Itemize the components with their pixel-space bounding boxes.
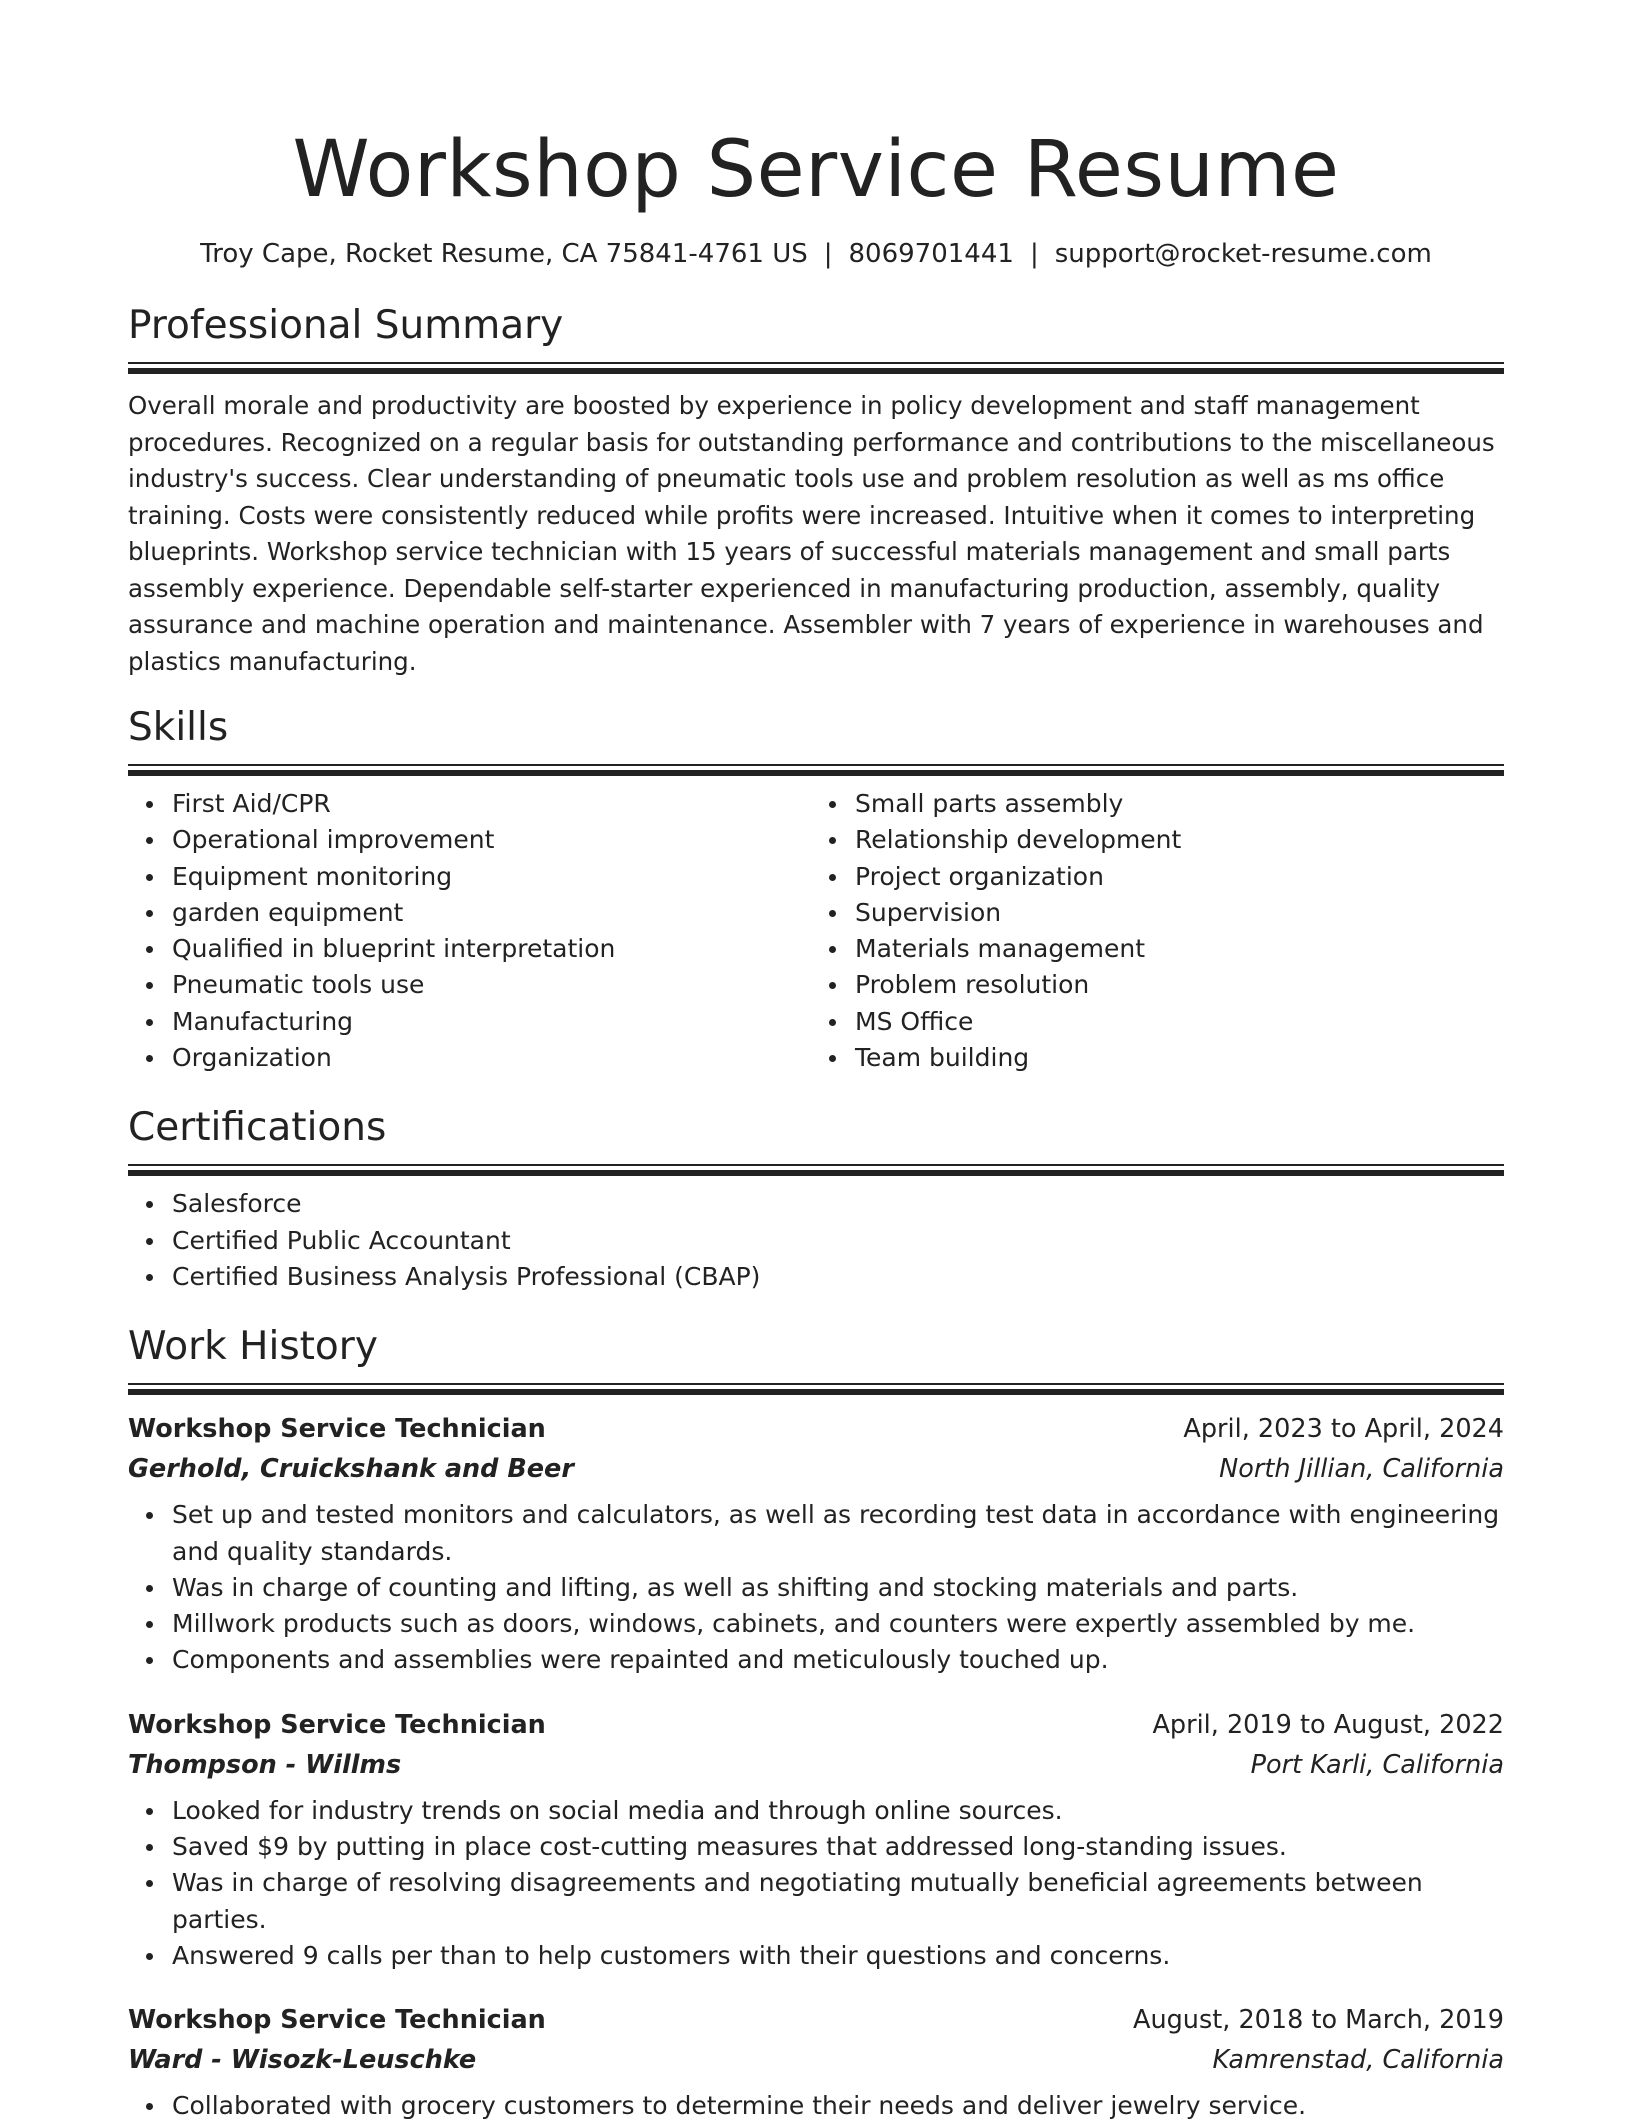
skill-item: Materials management — [855, 931, 1504, 967]
job-bullet: Set up and tested monitors and calculators, as well as recording test data in accordance with engineering and quality standards. — [172, 1497, 1504, 1570]
job-dates: April, 2023 to April, 2024 — [1183, 1414, 1504, 1445]
certifications-section — [128, 1104, 1504, 1295]
job-entry — [128, 1409, 1504, 1678]
certifications-heading: Certifications — [128, 1105, 387, 1151]
skills-list-left — [128, 786, 821, 1076]
job-company-row — [128, 1745, 1504, 1785]
job-company-row — [128, 2040, 1504, 2080]
contact-separator: | — [1029, 239, 1039, 269]
skill-item: Problem resolution — [855, 967, 1504, 1003]
job-bullets — [128, 2088, 1504, 2124]
section-divider — [128, 764, 1504, 776]
job-company-row — [128, 1449, 1504, 1489]
certification-item: Certified Business Analysis Professional (CBAP) — [172, 1259, 1504, 1295]
certification-item: Certified Public Accountant — [172, 1223, 1504, 1259]
skill-item: Qualified in blueprint interpretation — [172, 931, 821, 967]
job-title: Workshop Service Technician — [128, 2005, 546, 2036]
skills-heading: Skills — [128, 705, 229, 750]
job-bullet: Was in charge of counting and lifting, as well as shifting and stocking materials and parts. — [172, 1570, 1504, 1606]
work-history-heading: Work History — [128, 1324, 378, 1370]
work-history-section — [128, 1323, 1504, 2124]
summary-text: Overall morale and productivity are boosted by experience in policy development and staff management procedures. Recognized on a regular basis for outstanding performance and contributions to the miscellaneous industry's success. Clear understanding of pneumatic tools use and problem resolution as well as ms office training. Costs were consistently reduced while profits were increased. Intuitive when it comes to interpreting blueprints. Workshop service technician with 15 years of successful materials management and small parts assembly experience. Dependable self-starter experienced in manufacturing production, assembly, quality assurance and machine operation and maintenance. Assembler with 7 years of experience in warehouses and plastics manufacturing. — [128, 391, 1495, 676]
skill-item: Pneumatic tools use — [172, 967, 821, 1003]
contact-phone: 8069701441 — [848, 239, 1014, 269]
certifications-list — [128, 1186, 1504, 1295]
job-bullets — [128, 1497, 1504, 1678]
job-bullet: Collaborated with grocery customers to determine their needs and deliver jewelry service. — [172, 2088, 1504, 2124]
job-location: Kamrenstad, California — [1212, 2045, 1504, 2076]
job-title: Workshop Service Technician — [128, 1709, 546, 1740]
job-bullet: Millwork products such as doors, windows, cabinets, and counters were expertly assembled by me. — [172, 1606, 1504, 1642]
skill-item: Equipment monitoring — [172, 859, 821, 895]
skill-item: Team building — [855, 1040, 1504, 1076]
job-bullets — [128, 1793, 1504, 1974]
skill-item: First Aid/CPR — [172, 786, 821, 822]
job-company: Ward - Wisozk-Leuschke — [128, 2045, 477, 2076]
contact-email: support@rocket-resume.com — [1054, 239, 1432, 269]
skill-item: Small parts assembly — [855, 786, 1504, 822]
job-header-row — [128, 1409, 1504, 1449]
job-bullet: Answered 9 calls per than to help customers with their questions and concerns. — [172, 1938, 1504, 1974]
job-company: Thompson - Willms — [128, 1749, 402, 1780]
section-divider — [128, 362, 1504, 374]
resume-title: Workshop Service Resume — [292, 125, 1340, 215]
skills-section — [128, 704, 1504, 1076]
section-divider — [128, 1383, 1504, 1395]
skill-item: MS Office — [855, 1004, 1504, 1040]
certification-item: Salesforce — [172, 1186, 1504, 1222]
skills-columns — [128, 776, 1504, 1076]
job-bullet: Looked for industry trends on social media and through online sources. — [172, 1793, 1504, 1829]
skill-item: Supervision — [855, 895, 1504, 931]
job-company: Gerhold, Cruickshank and Beer — [128, 1454, 574, 1485]
job-bullet: Was in charge of resolving disagreements and negotiating mutually beneficial agreements between parties. — [172, 1865, 1504, 1938]
skill-item: Manufacturing — [172, 1004, 821, 1040]
job-location: Port Karli, California — [1250, 1749, 1504, 1780]
job-bullet: Saved $9 by putting in place cost-cutting measures that addressed long-standing issues. — [172, 1829, 1504, 1865]
job-bullet: Components and assemblies were repainted and meticulously touched up. — [172, 1642, 1504, 1678]
summary-section — [128, 302, 1504, 680]
job-header-row — [128, 1705, 1504, 1745]
section-divider — [128, 1164, 1504, 1176]
summary-heading: Professional Summary — [128, 303, 564, 348]
job-dates: August, 2018 to March, 2019 — [1133, 2005, 1504, 2036]
skill-item: Relationship development — [855, 822, 1504, 858]
job-entry — [128, 1705, 1504, 1974]
job-dates: April, 2019 to August, 2022 — [1152, 1709, 1504, 1740]
contact-line — [128, 236, 1504, 272]
job-header-row — [128, 2000, 1504, 2040]
skill-item: Organization — [172, 1040, 821, 1076]
contact-address: Troy Cape, Rocket Resume, CA 75841-4761 US — [200, 239, 808, 269]
skill-item: Project organization — [855, 859, 1504, 895]
job-entry — [128, 2000, 1504, 2124]
job-location: North Jillian, California — [1219, 1454, 1504, 1485]
skill-item: Operational improvement — [172, 822, 821, 858]
contact-separator: | — [823, 239, 833, 269]
skill-item: garden equipment — [172, 895, 821, 931]
skills-list-right — [821, 786, 1504, 1076]
resume-page — [128, 0, 1504, 2125]
job-title: Workshop Service Technician — [128, 1414, 546, 1445]
